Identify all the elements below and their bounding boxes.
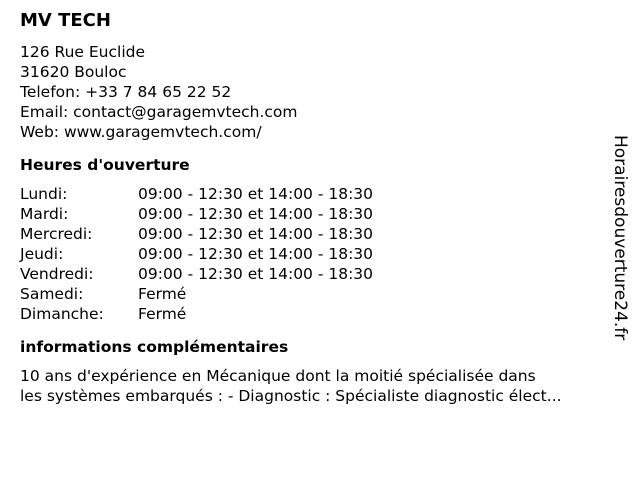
hours-time: 09:00 - 12:30 et 14:00 - 18:30	[138, 205, 374, 223]
info-line-2: les systèmes embarqués : - Diagnostic : Spécialiste diagnostic élect...	[20, 387, 562, 405]
hours-time: Fermé	[138, 285, 187, 303]
info-heading: informations complémentaires	[20, 338, 289, 356]
website-text: Web: www.garagemvtech.com/	[20, 123, 262, 141]
business-name: MV TECH	[20, 10, 111, 31]
hours-day: Samedi:	[20, 285, 84, 303]
email-text: Email: contact@garagemvtech.com	[20, 103, 298, 121]
hours-row	[20, 224, 620, 244]
hours-day: Mardi:	[20, 205, 69, 223]
info-line-1: 10 ans d'expérience en Mécanique dont la moitié spécialisée dans	[20, 367, 536, 385]
contact-block	[20, 42, 620, 142]
hours-row	[20, 244, 620, 264]
hours-time: 09:00 - 12:30 et 14:00 - 18:30	[138, 265, 374, 283]
hours-heading: Heures d'ouverture	[20, 156, 190, 174]
hours-row	[20, 184, 620, 204]
hours-row	[20, 304, 620, 324]
hours-day: Mercredi:	[20, 225, 93, 243]
hours-row	[20, 204, 620, 224]
hours-time: 09:00 - 12:30 et 14:00 - 18:30	[138, 185, 374, 203]
business-card	[20, 10, 620, 406]
phone-text: Telefon: +33 7 84 65 22 52	[20, 83, 232, 101]
hours-day: Lundi:	[20, 185, 68, 203]
address-street: 126 Rue Euclide	[20, 43, 145, 61]
hours-time: 09:00 - 12:30 et 14:00 - 18:30	[138, 245, 374, 263]
hours-row	[20, 284, 620, 304]
hours-row	[20, 264, 620, 284]
hours-table	[20, 184, 620, 324]
hours-day: Vendredi:	[20, 265, 94, 283]
hours-time: Fermé	[138, 305, 187, 323]
hours-day: Jeudi:	[20, 245, 64, 263]
info-block	[20, 366, 620, 406]
hours-day: Dimanche:	[20, 305, 104, 323]
hours-time: 09:00 - 12:30 et 14:00 - 18:30	[138, 225, 374, 243]
site-watermark: Horairesdouverture24.fr	[610, 135, 630, 341]
address-city: 31620 Bouloc	[20, 63, 127, 81]
